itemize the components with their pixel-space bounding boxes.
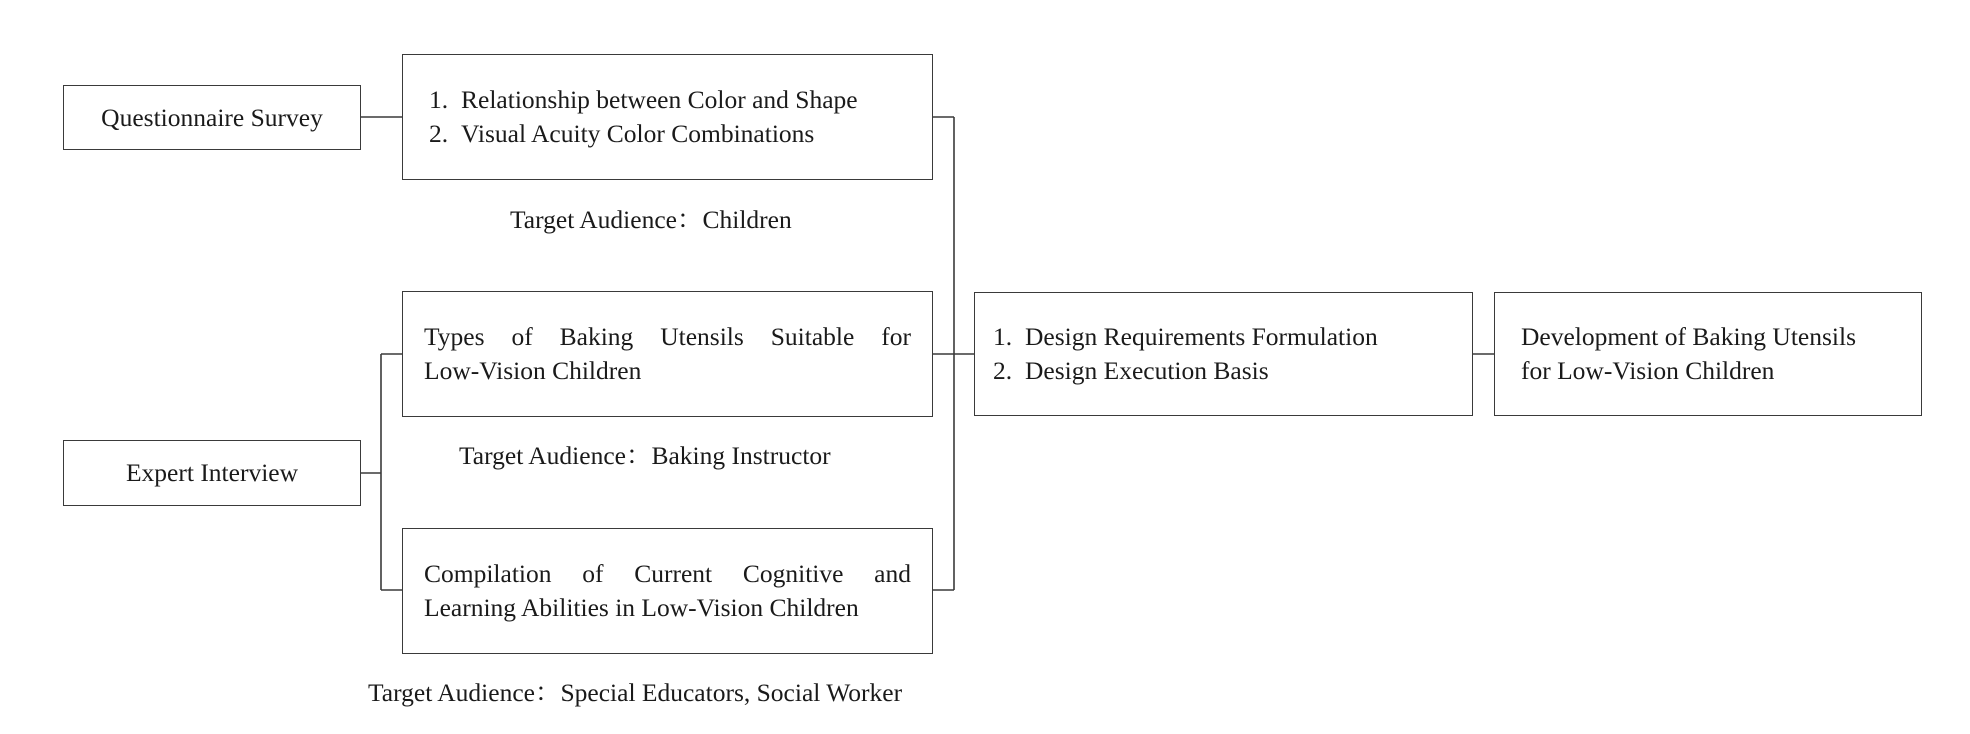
text-line: Learning Abilities in Low-Vision Children: [424, 593, 859, 622]
target-audience-educators: Target Audience：Special Educators, Social Worker: [368, 678, 903, 707]
text-line: for Low-Vision Children: [1521, 356, 1775, 385]
text-line: Development of Baking Utensils: [1521, 322, 1856, 351]
color-shape-box: [402, 54, 933, 180]
questionnaire-survey-label: Questionnaire Survey: [101, 102, 323, 132]
target-audience-instructor: Target Audience：Baking Instructor: [459, 441, 831, 470]
development-box: [1494, 292, 1922, 416]
expert-interview-label: Expert Interview: [125, 458, 299, 487]
text-line: Types of Baking Utensils Suitable for: [424, 322, 911, 351]
text-line: Compilation of Current Cognitive and: [424, 559, 911, 588]
cognitive-abilities-box: [402, 528, 933, 654]
list-item: 1. Design Requirements Formulation: [993, 322, 1378, 351]
questionnaire-survey-box: [63, 85, 361, 150]
baking-utensils-box: [402, 291, 933, 417]
list-item: 1. Relationship between Color and Shape: [429, 85, 858, 114]
design-requirements-box: [974, 292, 1473, 416]
target-audience-children: Target Audience：Children: [510, 205, 792, 234]
expert-interview-box: [63, 440, 361, 506]
list-item: 2. Design Execution Basis: [993, 356, 1269, 385]
text-line: Low-Vision Children: [424, 356, 642, 385]
list-item: 2. Visual Acuity Color Combinations: [429, 119, 815, 148]
